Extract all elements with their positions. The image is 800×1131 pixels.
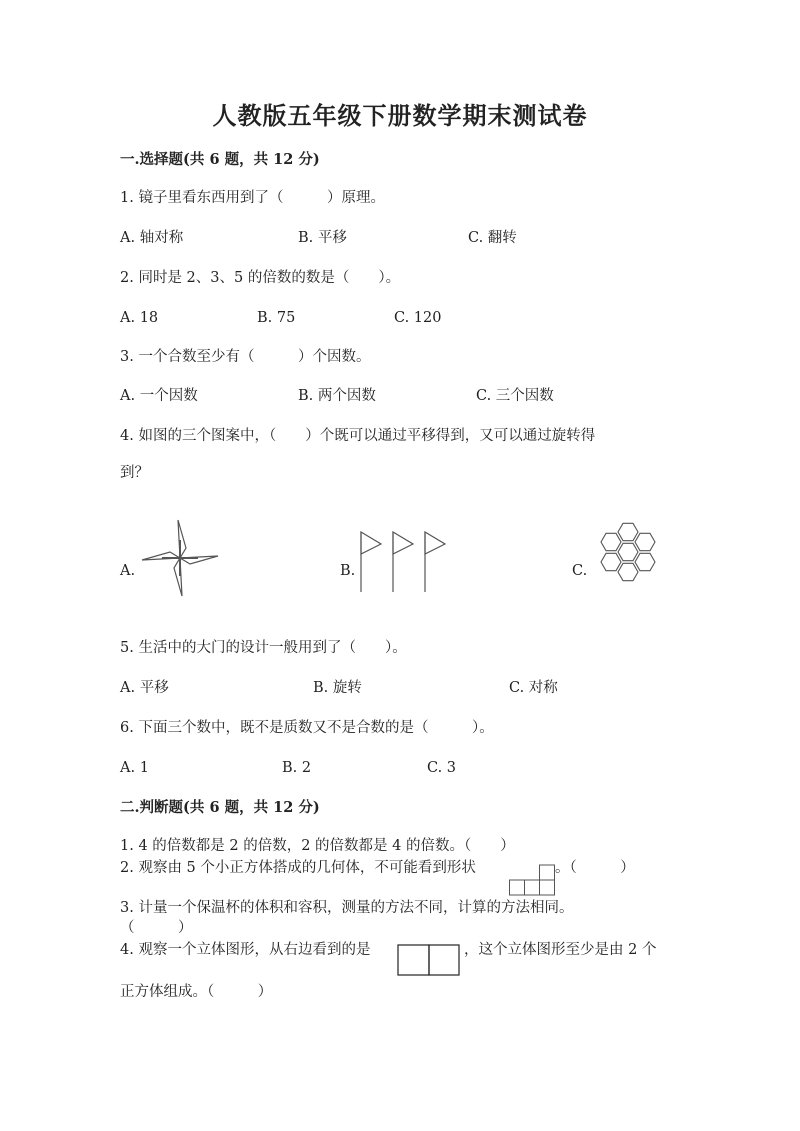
cube-view-figure [509, 864, 559, 896]
question-5-option-a: A. 平移 [120, 680, 169, 696]
question-2-option-b: B. 75 [257, 310, 296, 326]
judgement-item-3: 3. 计量一个保温杯的体积和容积，测量的方法不同，计算的方法相同。 [120, 900, 574, 916]
judgement-item-1: 1. 4 的倍数都是 2 的倍数，2 的倍数都是 4 的倍数。（ ） [120, 838, 515, 854]
section-heading-judgement: 二.判断题(共 6 题，共 12 分) [120, 799, 320, 816]
question-5-stem: 5. 生活中的大门的设计一般用到了（ ）。 [120, 640, 407, 656]
page-title: 人教版五年级下册数学期末测试卷 [212, 101, 588, 130]
question-3-stem: 3. 一个合数至少有（ ）个因数。 [120, 349, 371, 365]
question-3-option-c: C. 三个因数 [476, 388, 554, 404]
judgement-item-3-tail: （ ） [120, 920, 193, 936]
question-1-option-c: C. 翻转 [468, 230, 517, 246]
question-1-option-a: A. 轴对称 [120, 230, 184, 246]
question-2-option-c: C. 120 [394, 310, 442, 326]
question-4-stem-continued: 到？ [120, 465, 149, 481]
question-5-option-c: C. 对称 [509, 680, 558, 696]
question-6-stem: 6. 下面三个数中，既不是质数又不是合数的是（ ）。 [120, 720, 494, 736]
question-4-option-c: C. [572, 563, 588, 579]
question-1-stem: 1. 镜子里看东西用到了（ ）原理。 [120, 190, 385, 206]
flags-figure [355, 530, 455, 594]
judgement-item-4-tail: ，这个立体图形至少是由 2 个 [464, 942, 657, 958]
question-4-stem: 4. 如图的三个图案中，（ ）个既可以通过平移得到，又可以通过旋转得 [120, 428, 596, 444]
question-4-option-a: A. [120, 563, 136, 579]
pinwheel-figure [140, 518, 220, 598]
question-2-option-a: A. 18 [120, 310, 159, 326]
question-6-option-b: B. 2 [282, 760, 312, 776]
question-5-option-b: B. 旋转 [313, 680, 362, 696]
judgement-item-4: 4. 观察一个立体图形，从右边看到的是 [120, 942, 371, 958]
section-heading-choice: 一.选择题(共 6 题，共 12 分) [120, 151, 320, 168]
question-3-option-a: A. 一个因数 [120, 388, 198, 404]
question-4-option-b: B. [340, 563, 356, 579]
side-view-figure [397, 944, 461, 976]
question-6-option-a: A. 1 [120, 760, 149, 776]
question-2-stem: 2. 同时是 2、3、5 的倍数的数是（ ）。 [120, 270, 401, 286]
judgement-item-2: 2. 观察由 5 个小正方体搭成的几何体，不可能看到形状 [120, 860, 476, 876]
question-3-option-b: B. 两个因数 [298, 388, 376, 404]
judgement-item-2-tail: 。（ ） [555, 860, 635, 876]
question-6-option-c: C. 3 [427, 760, 457, 776]
question-1-option-b: B. 平移 [298, 230, 347, 246]
judgement-item-4-line2: 正方体组成。（ ） [120, 984, 273, 1000]
hexagon-figure [588, 518, 668, 598]
